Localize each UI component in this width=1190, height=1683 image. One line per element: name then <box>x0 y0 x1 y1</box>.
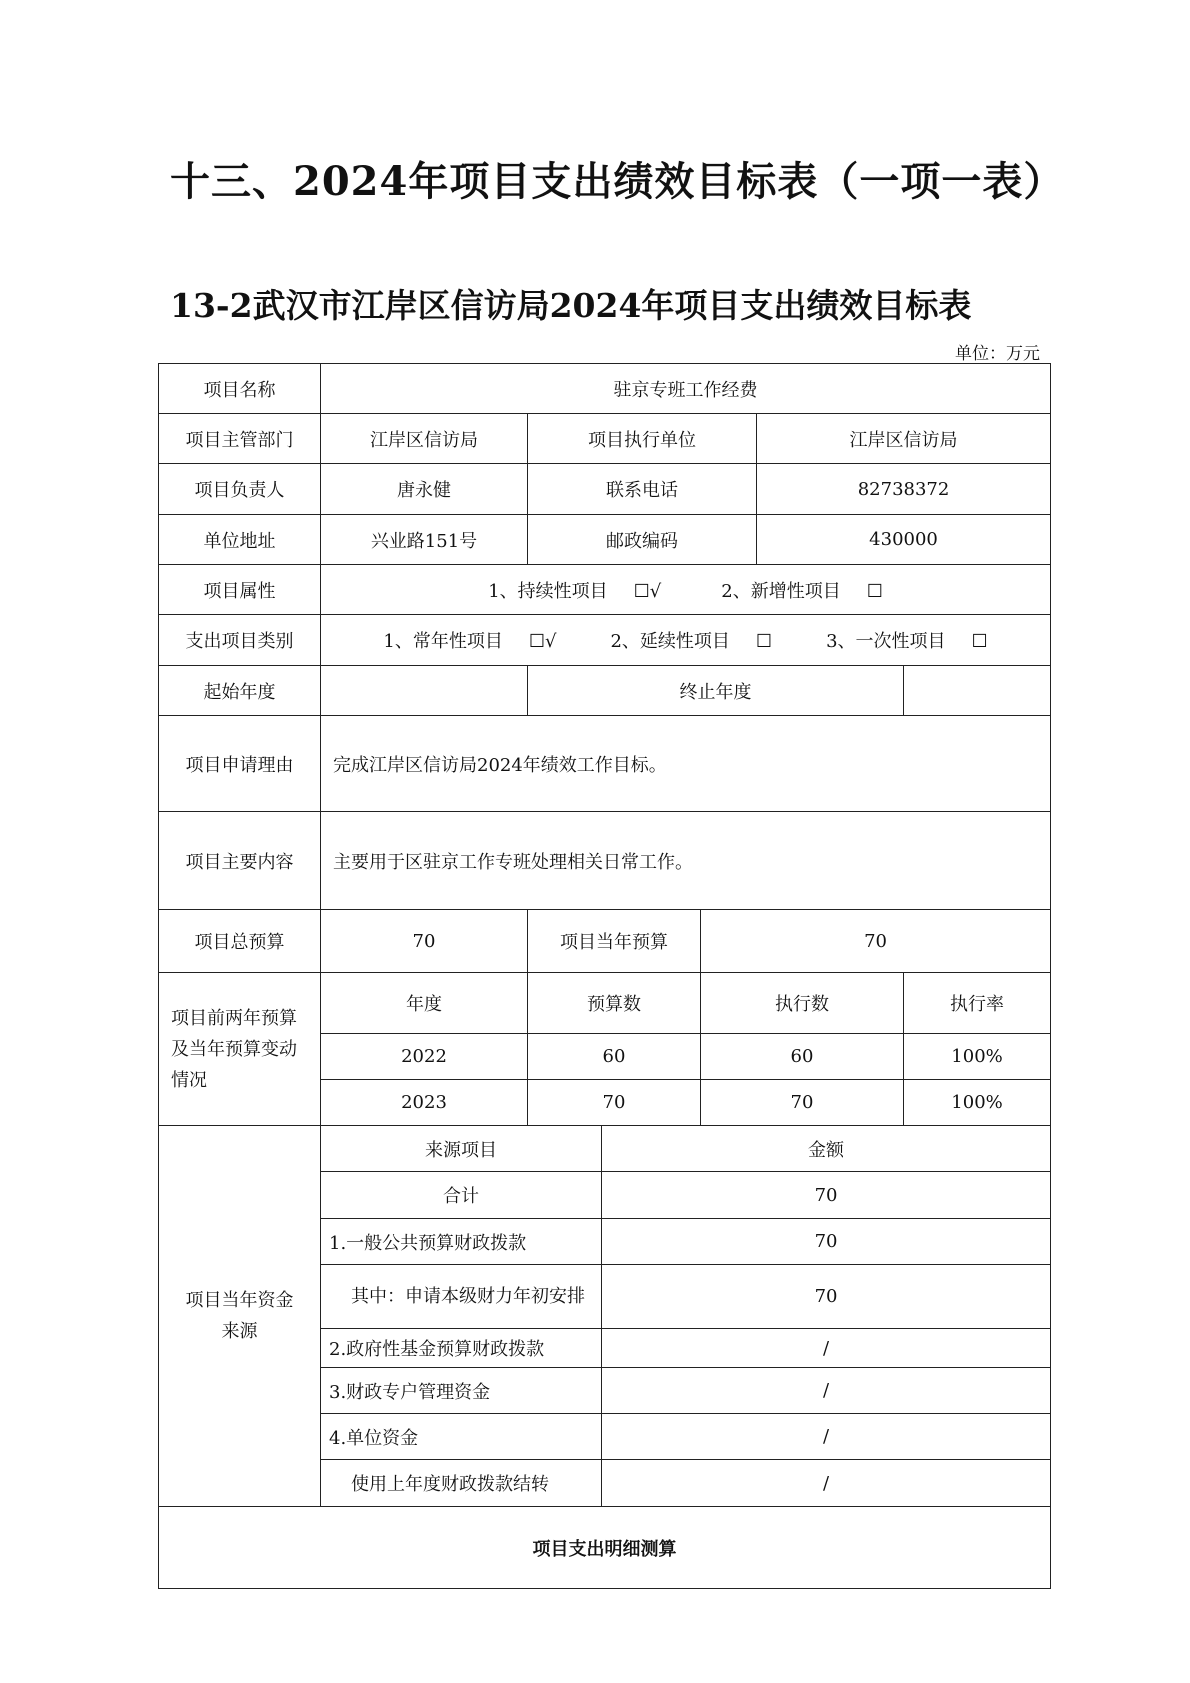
attribute-checkbox-2: ☐ <box>866 580 883 602</box>
category-checkbox-3: ☐ <box>971 631 988 652</box>
detail-heading: 项目支出明细测算 <box>159 1507 1051 1589</box>
funding-source: 1.一般公共预算财政拨款 <box>321 1219 602 1265</box>
start-year-label: 起始年度 <box>159 666 321 716</box>
exec-unit-value: 江岸区信访局 <box>757 414 1051 464</box>
project-name-value: 驻京专班工作经费 <box>321 364 1051 414</box>
phone-label: 联系电话 <box>528 464 757 515</box>
row-address <box>159 515 1051 565</box>
funding-amount: / <box>602 1460 1051 1507</box>
history-year: 2023 <box>321 1080 528 1126</box>
funding-header-row <box>159 1126 1051 1172</box>
page-title: 十三、2024年项目支出绩效目标表（一项一表） <box>170 158 1065 205</box>
phone-value: 82738372 <box>757 464 1051 515</box>
funding-source: 其中：申请本级财力年初安排 <box>321 1265 602 1329</box>
history-header-rate: 执行率 <box>904 973 1051 1034</box>
funding-amount: 70 <box>602 1172 1051 1219</box>
total-budget-label: 项目总预算 <box>159 910 321 973</box>
row-category <box>159 615 1051 666</box>
row-budget <box>159 910 1051 973</box>
funding-source: 3.财政专户管理资金 <box>321 1368 602 1414</box>
attribute-option-1: 1、持续性项目 <box>488 580 608 602</box>
history-executed: 70 <box>701 1080 904 1126</box>
funding-amount: 70 <box>602 1265 1051 1329</box>
end-year-label: 终止年度 <box>528 666 904 716</box>
dept-value: 江岸区信访局 <box>321 414 528 464</box>
history-header-year: 年度 <box>321 973 528 1034</box>
category-option-3: 3、一次性项目 <box>826 631 946 652</box>
funding-label: 项目当年资金来源 <box>159 1126 321 1507</box>
row-detail-heading <box>159 1507 1051 1589</box>
dept-label: 项目主管部门 <box>159 414 321 464</box>
funding-source: 合计 <box>321 1172 602 1219</box>
reason-label: 项目申请理由 <box>159 716 321 812</box>
funding-source: 4.单位资金 <box>321 1414 602 1460</box>
exec-unit-label: 项目执行单位 <box>528 414 757 464</box>
funding-header-amount: 金额 <box>602 1126 1051 1172</box>
row-project-name <box>159 364 1051 414</box>
leader-value: 唐永健 <box>321 464 528 515</box>
category-option-2: 2、延续性项目 <box>610 631 730 652</box>
history-rate: 100% <box>904 1080 1051 1126</box>
performance-target-table <box>158 363 1051 1589</box>
end-year-value <box>904 666 1051 716</box>
history-executed: 60 <box>701 1034 904 1080</box>
category-checkbox-1: ☐√ <box>528 631 557 652</box>
unit-label: 单位：万元 <box>955 344 1040 364</box>
category-option-1: 1、常年性项目 <box>383 631 503 652</box>
funding-amount: / <box>602 1329 1051 1368</box>
reason-value: 完成江岸区信访局2024年绩效工作目标。 <box>321 716 1051 812</box>
category-label: 支出项目类别 <box>159 615 321 666</box>
start-year-value <box>321 666 528 716</box>
funding-amount: 70 <box>602 1219 1051 1265</box>
current-budget-label: 项目当年预算 <box>528 910 701 973</box>
row-dept <box>159 414 1051 464</box>
category-options <box>321 615 1051 666</box>
total-budget-value: 70 <box>321 910 528 973</box>
row-years <box>159 666 1051 716</box>
content-value: 主要用于区驻京工作专班处理相关日常工作。 <box>321 812 1051 910</box>
leader-label: 项目负责人 <box>159 464 321 515</box>
funding-amount: / <box>602 1368 1051 1414</box>
history-header-budget: 预算数 <box>528 973 701 1034</box>
funding-source: 2.政府性基金预算财政拨款 <box>321 1329 602 1368</box>
attribute-options <box>321 565 1051 615</box>
zip-label: 邮政编码 <box>528 515 757 565</box>
attribute-label: 项目属性 <box>159 565 321 615</box>
row-reason <box>159 716 1051 812</box>
history-year: 2022 <box>321 1034 528 1080</box>
row-leader <box>159 464 1051 515</box>
current-budget-value: 70 <box>701 910 1051 973</box>
zip-value: 430000 <box>757 515 1051 565</box>
content-label: 项目主要内容 <box>159 812 321 910</box>
category-checkbox-2: ☐ <box>755 631 773 652</box>
funding-header-source: 来源项目 <box>321 1126 602 1172</box>
address-label: 单位地址 <box>159 515 321 565</box>
attribute-option-2: 2、新增性项目 <box>721 580 841 602</box>
history-header-executed: 执行数 <box>701 973 904 1034</box>
project-name-label: 项目名称 <box>159 364 321 414</box>
history-label: 项目前两年预算及当年预算变动情况 <box>159 973 321 1126</box>
funding-source: 使用上年度财政拨款结转 <box>321 1460 602 1507</box>
history-budget: 60 <box>528 1034 701 1080</box>
address-value: 兴业路151号 <box>321 515 528 565</box>
history-budget: 70 <box>528 1080 701 1126</box>
row-content <box>159 812 1051 910</box>
history-rate: 100% <box>904 1034 1051 1080</box>
attribute-checkbox-1: ☐√ <box>633 580 662 602</box>
history-header-row <box>159 973 1051 1034</box>
funding-amount: / <box>602 1414 1051 1460</box>
row-attribute <box>159 565 1051 615</box>
table-title: 13-2武汉市江岸区信访局2024年项目支出绩效目标表 <box>170 286 972 325</box>
